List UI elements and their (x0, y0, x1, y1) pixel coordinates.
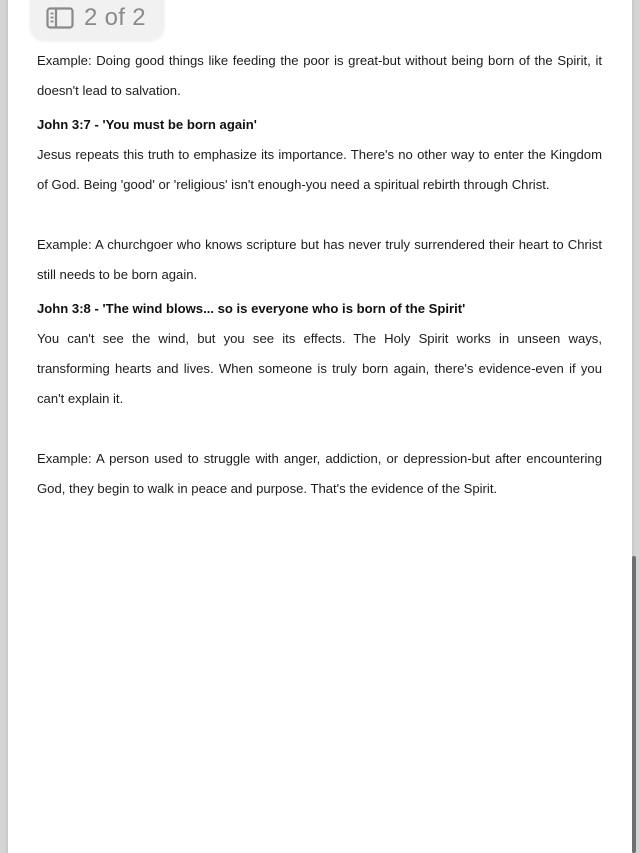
heading-john-3-8: John 3:8 - 'The wind blows... so is everyone who is born of the Spirit' (37, 301, 466, 316)
paragraph-john-3-7-explanation: Jesus repeats this truth to emphasize its importance. There's no other way to enter the Kingdom of God. Being 'good' or 'religious' isn't enough-you need a spiritual rebirth through Christ. (37, 147, 602, 192)
paragraph-example-churchgoer: Example: A churchgoer who knows scripture but has never truly surrendered their heart to Christ still needs to be born again. (37, 237, 602, 282)
vertical-scrollbar[interactable] (632, 556, 636, 853)
paragraph-example-feeding-poor: Example: Doing good things like feeding the poor is great-but without being born of the Spirit, it doesn't lead to salvation. (37, 53, 602, 98)
sidebar-icon (46, 7, 74, 29)
heading-john-3-7: John 3:7 - 'You must be born again' (37, 117, 257, 132)
page-count-label: 2 of 2 (84, 4, 146, 31)
paragraph-example-struggle: Example: A person used to struggle with anger, addiction, or depression-but after encountering God, they begin to walk in peace and purpose. That's the evidence of the Spirit. (37, 451, 602, 496)
paragraph-john-3-8-explanation: You can't see the wind, but you see its effects. The Holy Spirit works in unseen ways, transforming hearts and lives. When someone is truly born again, there's evidence-even if you can't explain it. (37, 331, 602, 406)
page-indicator[interactable] (30, 0, 164, 40)
page-content (37, 46, 602, 504)
document-page (8, 0, 632, 853)
